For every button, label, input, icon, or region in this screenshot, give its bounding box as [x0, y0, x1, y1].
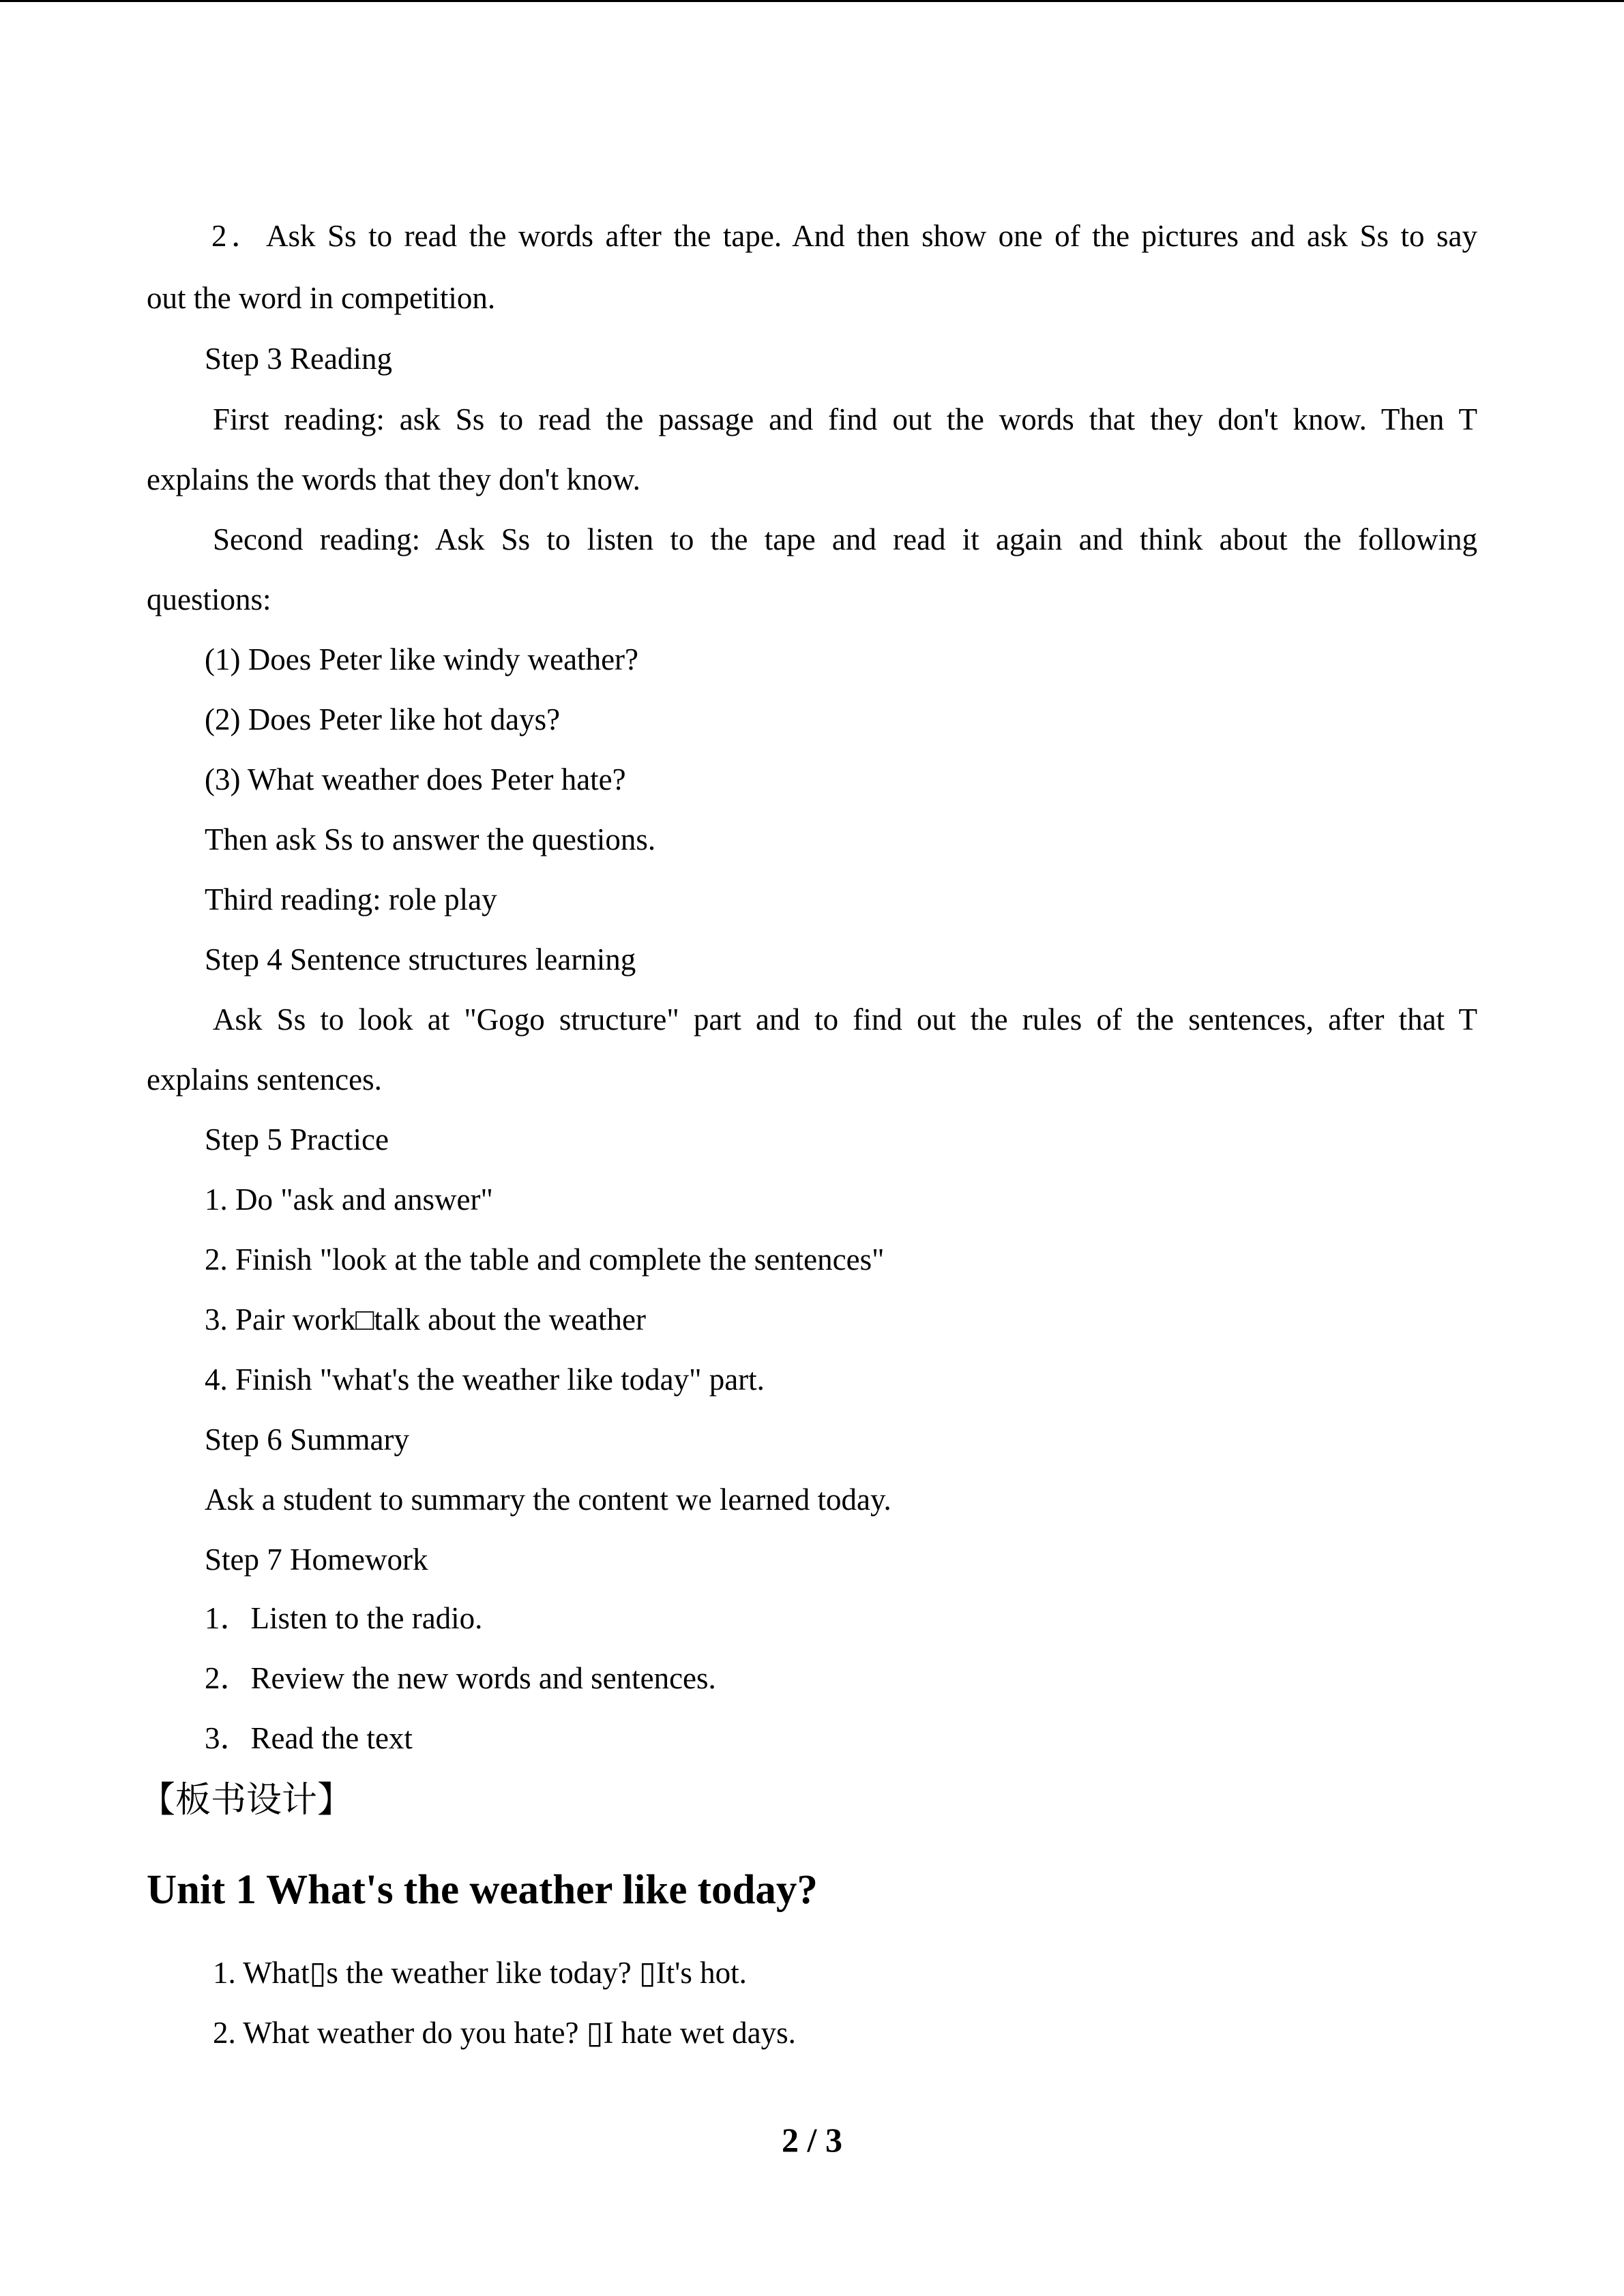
- body-line: Third reading: role play: [205, 882, 497, 916]
- body-line: Ask Ss to look at "Gogo structure" part and to find out the rules of the sentences, after that T: [213, 1002, 1477, 1037]
- step-heading: Step 4 Sentence structures learning: [205, 942, 636, 976]
- board-line: 2. What weather do you hate? ▯I hate wet days.: [213, 2016, 796, 2050]
- step-heading: Step 5 Practice: [205, 1122, 389, 1157]
- list-item: 3. Pair work□talk about the weather: [205, 1302, 646, 1337]
- list-item: 4. Finish "what's the weather like today" part.: [205, 1362, 765, 1397]
- list-item: 1．Listen to the radio.: [205, 1601, 483, 1635]
- body-line: explains the words that they don't know.: [147, 462, 640, 496]
- body-line: Then ask Ss to answer the questions.: [205, 822, 656, 856]
- list-item: 2. Finish "look at the table and complete the sentences": [205, 1242, 885, 1277]
- list-item: 3．Read the text: [205, 1721, 413, 1755]
- list-item: 1. Do "ask and answer": [205, 1182, 493, 1217]
- page-top-border: [0, 0, 1624, 2]
- step-heading: Step 3 Reading: [205, 342, 392, 376]
- body-line: 2．Ask Ss to read the words after the tape. And then show one of the pictures and ask Ss to say: [211, 219, 1477, 253]
- body-line: Second reading: Ask Ss to listen to the tape and read it again and think about the following: [213, 522, 1477, 556]
- body-line: Ask a student to summary the content we learned today.: [205, 1482, 891, 1517]
- body-line: out the word in competition.: [147, 281, 496, 315]
- board-line: 1. What▯s the weather like today? ▯It's hot.: [213, 1956, 747, 1990]
- question-item: (1) Does Peter like windy weather?: [205, 642, 639, 676]
- step-heading: Step 7 Homework: [205, 1542, 428, 1577]
- question-item: (3) What weather does Peter hate?: [205, 762, 626, 796]
- board-title: Unit 1 What's the weather like today?: [147, 1867, 818, 1913]
- page-number: 2 / 3: [782, 2121, 842, 2159]
- body-line: explains sentences.: [147, 1062, 382, 1097]
- body-line: questions:: [147, 582, 271, 616]
- question-item: (2) Does Peter like hot days?: [205, 702, 561, 736]
- step-heading: Step 6 Summary: [205, 1422, 409, 1457]
- list-item: 2．Review the new words and sentences.: [205, 1661, 716, 1695]
- section-heading: 【板书设计】: [140, 1780, 353, 1821]
- body-line: First reading: ask Ss to read the passage and find out the words that they don't know. Then T: [213, 402, 1477, 436]
